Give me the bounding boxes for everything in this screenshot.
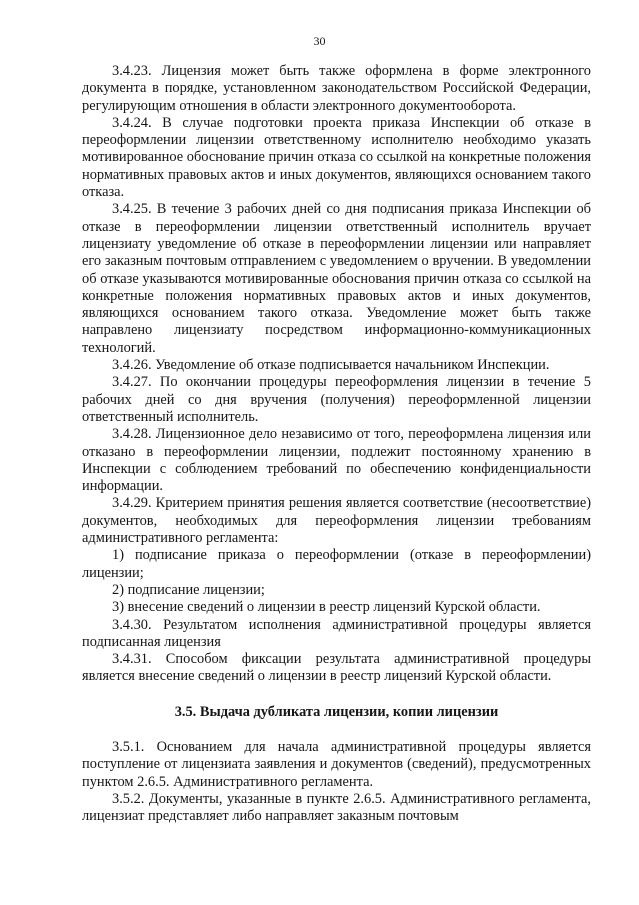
section-heading: 3.5. Выдача дубликата лицензии, копии лицензии bbox=[174, 703, 499, 720]
list-item-2: 2) подписание лицензии; bbox=[112, 581, 265, 598]
paragraph-3-4-28: 3.4.28. Лицензионное дело независимо от того, переоформлена лицензия или отказано в переоформлении лицензии, подлежит постоянному хранению в Инспекции с соблюдением требований по обеспечению конфиденциальности информации. bbox=[82, 426, 591, 495]
page-number: 30 bbox=[313, 34, 326, 48]
paragraph-3-4-26: 3.4.26. Уведомление об отказе подписывается начальником Инспекции. bbox=[112, 357, 550, 374]
paragraph-3-4-27: 3.4.27. По окончании процедуры переоформления лицензии в течение 5 рабочих дней со дня вручения (получения) переоформленной лицензии ответственный исполнитель. bbox=[82, 374, 591, 425]
document-body bbox=[82, 63, 591, 825]
list-item-1: 1) подписание приказа о переоформлении (отказе в переоформлении) лицензии; bbox=[82, 547, 591, 581]
paragraph-3-4-23: 3.4.23. Лицензия может быть также оформлена в форме электронного документа в порядке, установленном законодательством Российской Федерации, регулирующим отношения в области электронного документооборота. bbox=[82, 63, 591, 114]
list-item-3: 3) внесение сведений о лицензии в реестр лицензий Курской области. bbox=[112, 599, 541, 616]
paragraph-3-4-25: 3.4.25. В течение 3 рабочих дней со дня подписания приказа Инспекции об отказе в переоформлении лицензии ответственный исполнитель вручает лицензиату уведомление об отказе в переоформлении лицензии или направляет его заказным почтовым отправлением с уведомлением о вручении. В уведомлении об отказе указываются мотивированные обоснования причин отказа со ссылкой на конкретные положения нормативных правовых актов и иных документов, являющихся основанием такого отказа. Уведомление может быть также направлено лицензиату посредством информационно-коммуникационных технологий. bbox=[82, 201, 591, 356]
paragraph-3-5-1: 3.5.1. Основанием для начала административной процедуры является поступление от лицензиата заявления и документов (сведений), предусмотренных пунктом 2.6.5. Административного регламента. bbox=[82, 738, 591, 790]
paragraph-3-4-29: 3.4.29. Критерием принятия решения является соответствие (несоответствие) документов, необходимых для переоформления лицензии требованиям административного регламента: bbox=[82, 495, 591, 547]
paragraph-3-4-31: 3.4.31. Способом фиксации результата административной процедуры является внесение сведений о лицензии в реестр лицензий Курской области. bbox=[82, 651, 591, 685]
paragraph-3-4-30: 3.4.30. Результатом исполнения административной процедуры является подписанная лицензия bbox=[82, 616, 591, 650]
paragraph-3-4-24: 3.4.24. В случае подготовки проекта приказа Инспекции об отказе в переоформлении лицензии ответственному исполнителю необходимо указать мотивированное обоснование причин отказа со ссылкой на конкретные положения нормативных правовых актов и иных документов, являющихся основанием такого отказа. bbox=[82, 114, 591, 201]
paragraph-3-5-2: 3.5.2. Документы, указанные в пункте 2.6.5. Административного регламента, лицензиат представляет либо направляет заказным почтовым bbox=[82, 790, 591, 825]
